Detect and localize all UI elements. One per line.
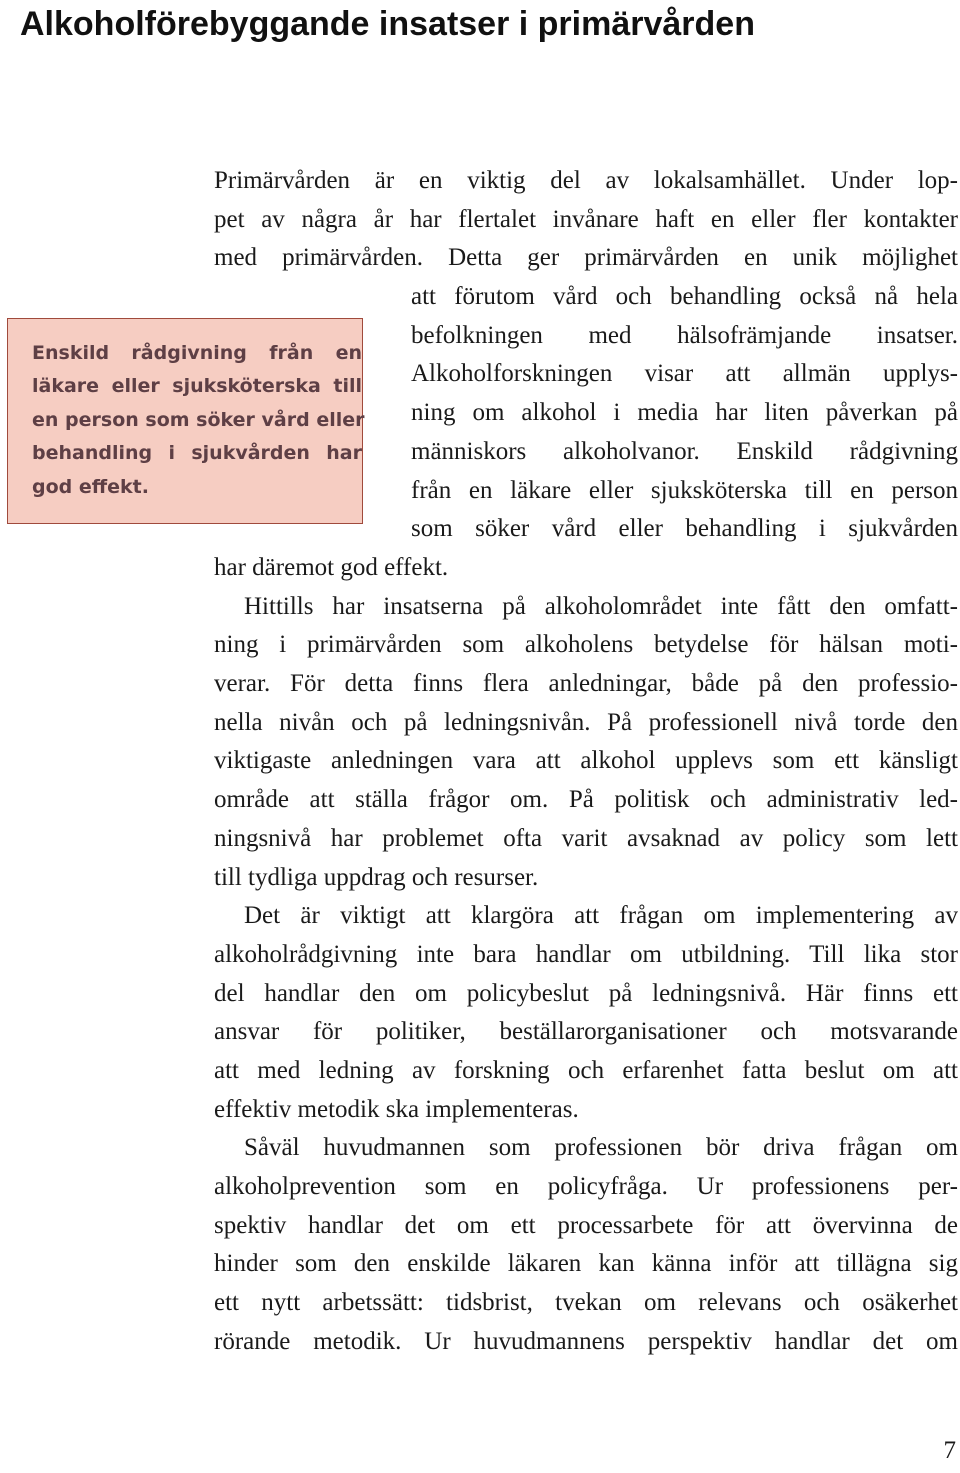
text-line: Alkoholforskningen visar att allmän upplys-	[411, 360, 958, 388]
text-line: människors alkoholvanor. Enskild rådgivning	[411, 437, 958, 465]
text-line: ansvar för politiker, beställarorganisationer och motsvarande	[214, 1018, 958, 1046]
callout-box	[7, 318, 363, 524]
text-line: Det är viktigt att klargöra att frågan om implementering av	[244, 902, 958, 930]
text-line: nella nivån och på ledningsnivån. På professionell nivå torde den	[214, 708, 958, 736]
callout-line: en person som söker vård eller	[32, 408, 365, 431]
callout-line: Enskild rådgivning från en	[32, 342, 362, 364]
paragraph	[214, 162, 958, 278]
text-line: område att ställa frågor om. På politisk och administrativ led-	[214, 786, 958, 814]
text-line: som söker vård eller behandling i sjukvården	[411, 515, 958, 543]
text-line: att med ledning av forskning och erfarenhet fatta beslut om att	[214, 1056, 958, 1084]
page-number: 7	[943, 1437, 956, 1464]
text-line: Primärvården är en viktig del av lokalsamhället. Under lop-	[214, 167, 958, 194]
text-line: Hittills har insatserna på alkoholområdet inte fått den omfatt-	[244, 592, 958, 620]
text-line: Såväl huvudmannen som professionen bör driva frågan om	[244, 1134, 958, 1162]
page-heading: Alkoholförebyggande insatser i primärvården	[20, 5, 755, 43]
paragraph	[214, 549, 958, 1361]
text-line: ett nytt arbetssätt: tidsbrist, tvekan om relevans och osäkerhet	[214, 1289, 958, 1317]
text-line: från en läkare eller sjuksköterska till en person	[411, 476, 958, 504]
paragraph-wrap	[411, 278, 958, 549]
text-line: rörande metodik. Ur huvudmannens perspektiv handlar det om	[214, 1327, 958, 1355]
text-line: spektiv handlar det om ett processarbete för att övervinna de	[214, 1211, 958, 1239]
text-line: har däremot god effekt.	[214, 554, 449, 581]
text-line: hinder som den enskilde läkaren kan känna inför att tillägna sig	[214, 1250, 958, 1278]
text-line: att förutom vård och behandling också nå hela	[411, 283, 958, 311]
text-line: ning i primärvården som alkoholens betydelse för hälsan moti-	[214, 631, 958, 659]
text-line: med primärvården. Detta ger primärvården en unik möjlighet	[214, 244, 958, 272]
text-line: befolkningen med hälsofrämjande insatser.	[411, 321, 958, 349]
text-line: ningsnivå har problemet ofta varit avsaknad av policy som lett	[214, 824, 958, 852]
text-line: del handlar den om policybeslut på ledningsnivå. Här finns ett	[214, 979, 958, 1007]
text-line: viktigaste anledningen vara att alkohol upplevs som ett känsligt	[214, 747, 958, 775]
text-line: alkoholrådgivning inte bara handlar om utbildning. Till lika stor	[214, 940, 958, 968]
text-line: verar. För detta finns flera anledningar, både på den professio-	[214, 670, 958, 698]
text-line: ning om alkohol i media har liten påverkan på	[411, 399, 958, 427]
text-line: effektiv metodik ska implementeras.	[214, 1095, 579, 1123]
text-line: alkoholprevention som en policyfråga. Ur professionens per-	[214, 1173, 958, 1200]
text-line: till tydliga uppdrag och resurser.	[214, 863, 539, 891]
text-line: pet av några år har flertalet invånare haft en eller fler kontakter	[214, 205, 958, 233]
callout-line: behandling i sjukvården har	[32, 442, 362, 465]
callout-line: läkare eller sjuksköterska till	[32, 375, 362, 398]
callout-line: god effekt.	[32, 475, 149, 498]
